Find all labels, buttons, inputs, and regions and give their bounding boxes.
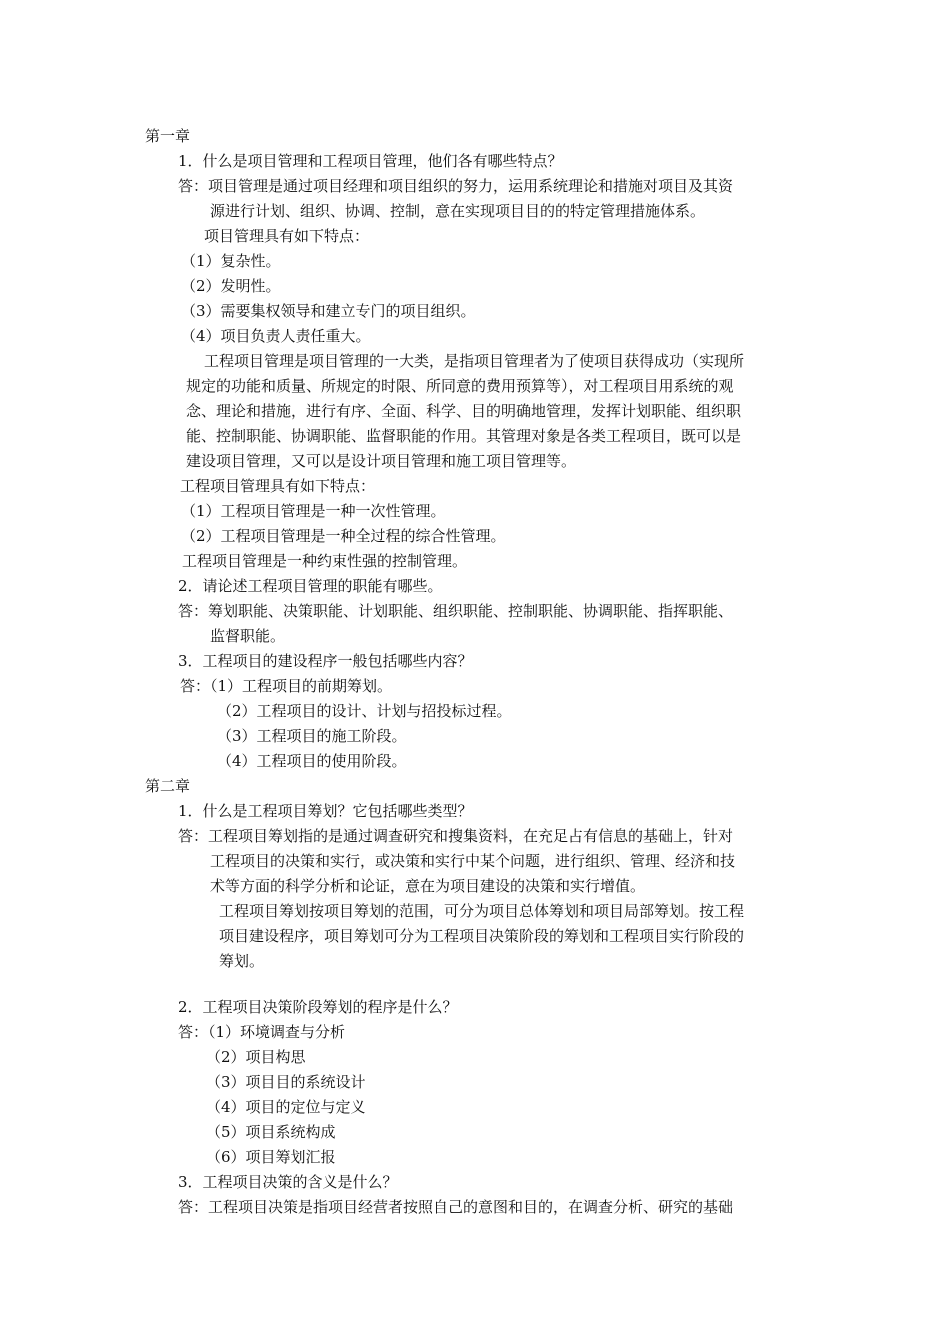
ch2-answer-2-line: （6）项目筹划汇报 <box>206 1148 336 1166</box>
ch2-answer-1-line: 项目建设程序，项目筹划可分为工程项目决策阶段的筹划和工程项目实行阶段的 <box>219 927 745 945</box>
ch2-answer-1-line: 答：工程项目筹划指的是通过调查研究和搜集资料，在充足占有信息的基础上，针对 <box>178 827 734 845</box>
ch1-answer-1-line-1: 答：项目管理是通过项目经理和项目组织的努力，运用系统理论和措施对项目及其资 <box>178 177 734 195</box>
pm-feature-item: （1）复杂性。 <box>181 252 281 270</box>
epm-definition-line: 工程项目管理是项目管理的一大类，是指项目管理者为了使项目获得成功（实现所 <box>204 352 745 370</box>
epm-feature-item: （2）工程项目管理是一种全过程的综合性管理。 <box>181 527 506 545</box>
chapter-1-title: 第一章 <box>145 127 191 145</box>
ch2-question-1: 1．什么是工程项目筹划？它包括哪些类型？ <box>178 802 473 820</box>
ch1-answer-3-line: 答：（1）工程项目的前期筹划。 <box>180 677 393 695</box>
ch2-answer-2-line: 答：（1）环境调查与分析 <box>178 1023 346 1041</box>
ch2-answer-2-line: （4）项目的定位与定义 <box>206 1098 366 1116</box>
ch2-answer-2-line: （5）项目系统构成 <box>206 1123 336 1141</box>
ch1-question-2: 2．请论述工程项目管理的职能有哪些。 <box>178 577 443 595</box>
pm-feature-item: （2）发明性。 <box>181 277 281 295</box>
pm-features-intro: 项目管理具有如下特点： <box>204 227 370 245</box>
epm-features-intro: 工程项目管理具有如下特点： <box>180 477 376 495</box>
ch2-answer-1-line: 术等方面的科学分析和论证，意在为项目建设的决策和实行增值。 <box>210 877 646 895</box>
ch2-question-3: 3．工程项目决策的含义是什么？ <box>178 1173 398 1191</box>
epm-feature-item: 工程项目管理是一种约束性强的控制管理。 <box>182 552 468 570</box>
ch1-answer-3-line: （4）工程项目的使用阶段。 <box>217 752 407 770</box>
epm-definition-line: 念、理论和措施，进行有序、全面、科学、目的明确地管理，发挥计划职能、组织职 <box>186 402 742 420</box>
ch1-question-1: 1．什么是项目管理和工程项目管理，他们各有哪些特点？ <box>178 152 563 170</box>
ch2-answer-1-line: 工程项目筹划按项目筹划的范围，可分为项目总体筹划和项目局部筹划。按工程 <box>219 902 745 920</box>
pm-feature-item: （3）需要集权领导和建立专门的项目组织。 <box>181 302 476 320</box>
ch2-answer-3-line-1: 答：工程项目决策是指项目经营者按照自己的意图和目的，在调查分析、研究的基础 <box>178 1198 734 1216</box>
epm-definition-line: 能、控制职能、协调职能、监督职能的作用。其管理对象是各类工程项目，既可以是 <box>186 427 742 445</box>
ch2-answer-2-line: （3）项目目的系统设计 <box>206 1073 366 1091</box>
chapter-2-title: 第二章 <box>145 777 191 795</box>
ch2-answer-1-line: 筹划。 <box>219 952 265 970</box>
epm-feature-item: （1）工程项目管理是一种一次性管理。 <box>181 502 446 520</box>
ch1-answer-3-line: （3）工程项目的施工阶段。 <box>217 727 407 745</box>
ch1-answer-3-line: （2）工程项目的设计、计划与招投标过程。 <box>217 702 512 720</box>
epm-definition-line: 规定的功能和质量、所规定的时限、所同意的费用预算等），对工程项目用系统的观 <box>186 377 734 395</box>
ch1-answer-2-line-2: 监督职能。 <box>210 627 286 645</box>
pm-feature-item: （4）项目负责人责任重大。 <box>181 327 371 345</box>
ch1-question-3: 3．工程项目的建设程序一般包括哪些内容？ <box>178 652 473 670</box>
ch1-answer-1-line-2: 源进行计划、组织、协调、控制，意在实现项目目的的特定管理措施体系。 <box>210 202 706 220</box>
ch2-question-2: 2．工程项目决策阶段筹划的程序是什么？ <box>178 998 458 1016</box>
ch1-answer-2-line-1: 答：筹划职能、决策职能、计划职能、组织职能、控制职能、协调职能、指挥职能、 <box>178 602 734 620</box>
ch2-answer-2-line: （2）项目构思 <box>206 1048 306 1066</box>
ch2-answer-1-line: 工程项目的决策和实行，或决策和实行中某个问题，进行组织、管理、经济和技 <box>210 852 736 870</box>
epm-definition-line: 建设项目管理，又可以是设计项目管理和施工项目管理等。 <box>186 452 577 470</box>
